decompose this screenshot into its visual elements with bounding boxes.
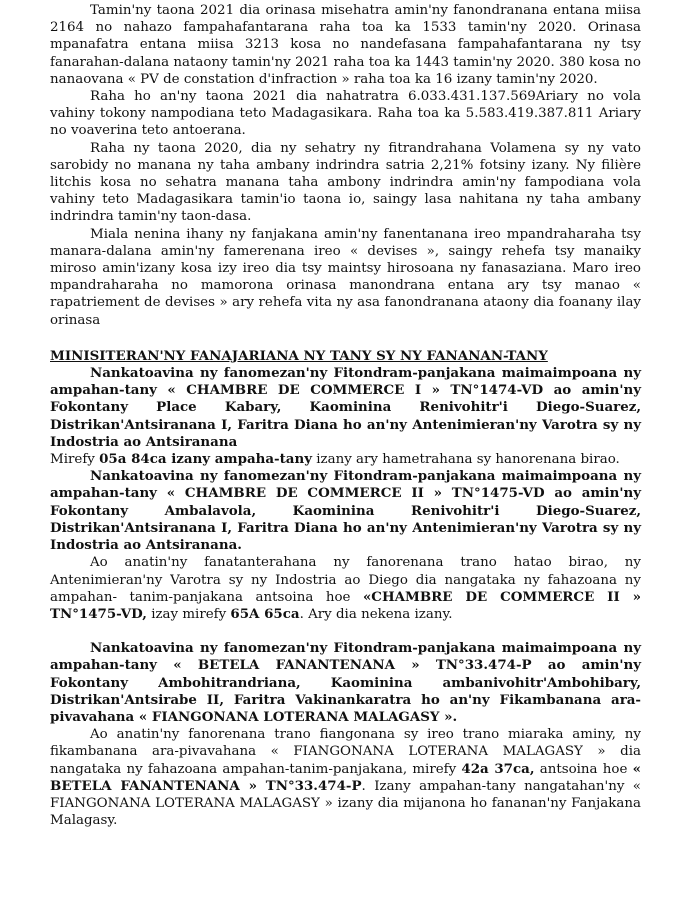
item2-title: Nankatoavina ny fanomezan'ny Fitondram-panjakana maimaimpoana ny ampahan-tany « CHAMBRE DE COMMERCE II » TN°1475-VD ao amin'ny Fokontany Ambalavola, Kaominina Renivohitr'i Diego-Suarez, Distrikan'Antsiranana I, Faritra Diana ho an'ny Antenimieran'ny Varotra sy ny Indostria ao Antsiranana. [50, 468, 641, 554]
item2-detail-bold2: 65A 65ca [230, 605, 300, 622]
item1-title: Nankatoavina ny fanomezan'ny Fitondram-panjakana maimaimpoana ny ampahan-tany « CHAMBRE DE COMMERCE I » TN°1474-VD ao amin'ny Fokontany Place Kabary, Kaominina Renivohitr'i Diego-Suarez, Distrikan'Antsiranana I, Faritra Diana ho an'ny Antenimieran'ny Varotra sy ny Indostria ao Antsiranana [50, 365, 641, 450]
paragraph-sanctions: Miala nenina ihany ny fanjakana amin'ny fanentanana ireo mpandraharaha tsy manara-dalana amin'ny famerenana ireo « devises », saingy rehefa tsy manaiky miroso amin'izany kosa izy ireo dia tsy maintsy hirosoana ny fanasaziana. Maro ireo mpandraharaha no mamorona orinasa manondrana entana ary tsy manao « rapatriement de devises » ary rehefa vita ny asa fanondranana ataony dia foanany ilay orinasa [50, 226, 641, 328]
item2-detail [50, 554, 641, 623]
item2-detail-mid: izay mirefy [146, 606, 231, 622]
item3-title: Nankatoavina ny fanomezan'ny Fitondram-panjakana maimaimpoana ny ampahan-tany « BETELA FANANTENANA » TN°33.474-P ao amin'ny Fokontany Ambohitrandriana, Kaominina ambanivohitr'Ambohibary, Distrikan'Antsirabe II, Faritra Vakinankaratra ho an'ny Fikambanana ara-pivavahana « FIANGONANA LOTERANA MALAGASY ». [50, 640, 641, 725]
item2-detail-bold1: «CHAMBRE DE COMMERCE II » TN°1475-VD, [50, 588, 641, 622]
item3-detail-bold1: 42a 37ca, [461, 760, 535, 777]
item3-detail-post: . Izany ampahan-tany nangatahan'ny « FIANGONANA LOTERANA MALAGASY » izany dia mijanona ho fananan'ny Fanjakana Malagasy. [50, 778, 641, 829]
paragraph-gold-litchis: Raha ny taona 2020, dia ny sehatry ny fitrandrahana Volamena sy ny vato sarobidy no manana ny taha ambany indrindra satria 2,21% fotsiny izany. Ny filière litchis kosa no sehatra manana taha ambony indrindra amin'ny fampodiana vola vahiny teto Madagasikara tamin'io taona io, saingy lasa nahitana ny taha ambany indrindra tamin'ny taon-dasa. [50, 140, 641, 225]
item3-detail-mid: antsoina hoe [534, 761, 633, 777]
paragraph-export-notifications: Tamin'ny taona 2021 dia orinasa misehatra amin'ny fanondranana entana miisa 2164 no nahazo fampahafantarana raha toa ka 1533 tamin'ny 2020. Orinasa mpanafatra entana miisa 3213 kosa no nandefasana fampahafantarana ny tsy fanarahan-dalana nataony tamin'ny 2021 raha toa ka 1443 tamin'ny 2020. 380 kosa no nanaovana « PV de constation d'infraction » raha toa ka 16 izany tamin'ny 2020. [50, 3, 641, 87]
item1-detail-post: izany ary hametrahana sy hanorenana birao. [312, 452, 620, 468]
paragraph-foreign-currency: Raha ho an'ny taona 2021 dia nahatratra 6.033.431.137.569Ariary no vola vahiny tokony nampodiana teto Madagasikara. Raha toa ka 5.583.419.387.811 Ariary no voaverina teto antoerana. [50, 89, 641, 139]
item2-detail-post: . Ary dia nekena izany. [299, 606, 453, 622]
item1-detail-pre: Mirefy [50, 452, 100, 468]
item3-detail [50, 726, 641, 829]
item1-detail-bold: 05a 84ca izany ampaha-tany [99, 451, 312, 468]
section-heading: MINISITERAN'NY FANAJARIANA NY TANY SY NY FANANAN-TANY [50, 347, 548, 364]
item3-detail-pre: Ao anatin'ny fanorenana trano fiangonana sy ireo trano miaraka aminy, ny fikambanana ara-pivavahana « FIANGONANA LOTERANA MALAGASY » dia nangataka ny fahazoana ampahan-tanim-panjakana, mirefy [50, 727, 641, 777]
item3-detail-bold2: « BETELA FANANTENANA » TN°33.474-P [50, 760, 641, 794]
item2-detail-pre: Ao anatin'ny fanatanterahana ny fanorenana trano hatao birao, ny Antenimieran'ny Varotra sy ny Indostria ao Diego dia nangataka ny fahazoana ny ampahan- tanim-panjakana antsoina hoe [50, 555, 641, 605]
item1-detail [50, 451, 641, 468]
